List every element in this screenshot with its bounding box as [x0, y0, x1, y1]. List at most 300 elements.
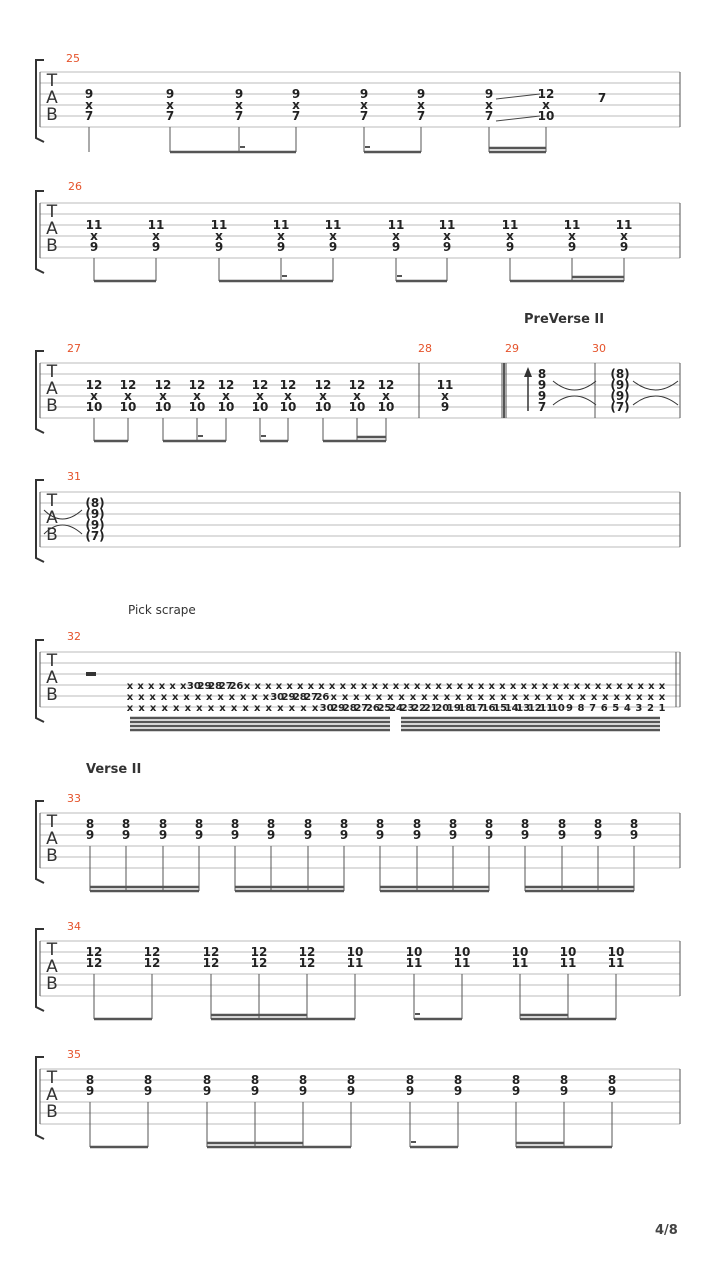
fret-number: 8: [194, 817, 204, 831]
fret-number: 12: [119, 378, 137, 392]
tab-clef-letter: A: [46, 379, 58, 399]
fret-number: 9: [405, 1084, 415, 1098]
scrape-note: 11: [539, 703, 554, 714]
fret-number: 8: [250, 1073, 260, 1087]
scrape-note: x: [409, 692, 417, 703]
tab-clef-letter: B: [46, 974, 58, 994]
scrape-note: x: [398, 692, 405, 703]
scrape-note: 20: [435, 703, 450, 714]
fret-number: x: [152, 229, 160, 243]
scrape-note: x: [375, 692, 383, 703]
fret-number: 11: [563, 218, 581, 232]
scrape-note: x: [194, 692, 202, 703]
fret-number: 8: [448, 817, 458, 831]
dot-beam: [415, 1013, 420, 1015]
fret-number: 8: [346, 1073, 356, 1087]
scrape-note: x: [648, 681, 655, 692]
fret-number: 9: [346, 1084, 356, 1098]
fret-number: 11: [405, 956, 423, 970]
scrape-note: x: [371, 681, 378, 692]
scrape-note: x: [531, 681, 538, 692]
scrape-note: x: [579, 692, 586, 703]
tab-staff: [36, 60, 680, 142]
scrape-note: 28: [292, 692, 307, 703]
fret-number: 9: [484, 828, 494, 842]
fret-number: x: [319, 389, 327, 403]
dot-beam: [282, 275, 287, 277]
scrape-note: x: [149, 692, 156, 703]
fret-number: 9: [303, 828, 313, 842]
tab-clef-letter: A: [46, 219, 58, 239]
scrape-note: x: [242, 703, 249, 714]
fret-number: 10: [217, 400, 235, 414]
scrape-note: x: [432, 692, 439, 703]
tab-clef-letter: A: [46, 1085, 58, 1105]
fret-number: 11: [147, 218, 165, 232]
fret-number: 10: [251, 400, 269, 414]
scrape-note: x: [594, 681, 602, 692]
fret-number: 8: [339, 817, 349, 831]
scrape-note: 24: [389, 703, 403, 714]
scrape-note: 29: [331, 703, 346, 714]
scrape-note: x: [552, 681, 559, 692]
scrape-note: x: [541, 681, 549, 692]
fret-number: x: [292, 98, 300, 112]
scrape-note: x: [573, 681, 581, 692]
scrape-note: x: [520, 681, 527, 692]
fret-number: 10: [537, 109, 555, 123]
fret-number: 7: [416, 109, 426, 123]
tab-clef-letter: B: [46, 1102, 58, 1122]
fret-number: x: [256, 389, 264, 403]
scrape-note: x: [477, 692, 485, 703]
fret-number: 9: [202, 1084, 212, 1098]
scrape-note: 30: [270, 692, 285, 703]
scrape-note: x: [511, 692, 519, 703]
fret-number: 9: [230, 828, 240, 842]
scrape-note: 6: [600, 703, 608, 714]
bar-number: 29: [505, 342, 519, 355]
fret-number: 9: [328, 240, 338, 254]
scrape-note: x: [300, 703, 307, 714]
scrape-note: x: [658, 692, 666, 703]
fret-number: 9: [165, 87, 175, 101]
bar-number: 26: [68, 180, 82, 193]
scrape-note: x: [288, 703, 296, 714]
tab-clef-letter: A: [46, 88, 58, 108]
scrape-note: 9: [565, 703, 573, 714]
dot-beam: [240, 146, 245, 148]
fret-number: 8: [143, 1073, 153, 1087]
scrape-note: 27: [304, 692, 319, 703]
pick-scrape-label: Pick scrape: [128, 603, 196, 617]
tab-clef-letter: T: [46, 940, 58, 960]
fret-number: 7: [359, 109, 369, 123]
scrape-note: x: [499, 681, 506, 692]
scrape-note: x: [403, 681, 410, 692]
scrape-note: x: [341, 692, 349, 703]
slide-line: [496, 116, 540, 121]
scrape-note: 3: [635, 703, 643, 714]
tab-clef-letter: T: [46, 71, 58, 91]
scrape-note: x: [277, 703, 284, 714]
fret-number: x: [222, 389, 230, 403]
scrape-note: x: [330, 692, 337, 703]
scrape-note: 4: [623, 703, 631, 714]
fret-number: 12: [279, 378, 297, 392]
fret-number: 8: [121, 817, 131, 831]
fret-number: x: [235, 98, 243, 112]
fret-number: 8: [85, 1073, 95, 1087]
fret-number: 12: [143, 956, 161, 970]
fret-number: x: [360, 98, 368, 112]
tab-clef-letter: T: [46, 812, 58, 832]
fret-number: 9: [298, 1084, 308, 1098]
scrape-note: x: [658, 681, 666, 692]
scrape-note: x: [556, 692, 564, 703]
fret-number: 9: [537, 389, 547, 403]
scrape-note: x: [149, 703, 157, 714]
fret-number: 7: [84, 109, 94, 123]
scrape-note: x: [126, 681, 134, 692]
fret-number: 8: [593, 817, 603, 831]
dot-beam: [397, 275, 402, 277]
fret-number: 9: [151, 240, 161, 254]
scrape-note: 19: [446, 703, 461, 714]
tab-staff: [36, 1057, 680, 1139]
fret-number: 8: [298, 1073, 308, 1087]
fret-number: 12: [298, 956, 316, 970]
tab-staff: [36, 191, 680, 273]
fret-number: 11: [85, 218, 103, 232]
fret-number: 9: [537, 378, 547, 392]
fret-number: 12: [537, 87, 555, 101]
scrape-note: x: [275, 681, 283, 692]
fret-number: 9: [511, 1084, 521, 1098]
fret-number: 9: [194, 828, 204, 842]
fret-number: 8: [412, 817, 422, 831]
fret-number: (7): [85, 529, 105, 543]
scrape-note: x: [286, 681, 293, 692]
tab-clef-letter: B: [46, 846, 58, 866]
scrape-note: x: [467, 681, 474, 692]
fret-number: 11: [436, 378, 454, 392]
fret-number: 9: [250, 1084, 260, 1098]
scrape-note: 25: [377, 703, 392, 714]
scrape-note: 14: [504, 703, 519, 714]
fret-number: 7: [537, 400, 547, 414]
scrape-note: x: [414, 681, 421, 692]
fret-number: 11: [559, 956, 577, 970]
tab-clef-letter: T: [46, 651, 58, 671]
scrape-note: x: [160, 692, 168, 703]
scrape-note: x: [522, 692, 530, 703]
scrape-note: 27: [218, 681, 233, 692]
fret-number: x: [506, 229, 514, 243]
fret-number: 12: [154, 378, 172, 392]
fret-number: 8: [405, 1073, 415, 1087]
fret-number: x: [353, 389, 361, 403]
fret-number: 9: [453, 1084, 463, 1098]
verse-label: Verse II: [86, 762, 142, 777]
fret-number: 11: [346, 956, 364, 970]
bar-number: 31: [67, 470, 81, 483]
fret-number: 8: [85, 817, 95, 831]
scrape-note: 29: [197, 681, 212, 692]
fret-number: 12: [314, 378, 332, 392]
fret-number: 8: [266, 817, 276, 831]
scrape-note: x: [173, 703, 180, 714]
fret-number: 10: [314, 400, 332, 414]
fret-number: 9: [593, 828, 603, 842]
scrape-note: 22: [412, 703, 427, 714]
fret-number: x: [215, 229, 223, 243]
scrape-note: x: [126, 703, 134, 714]
tab-clef-letter: T: [46, 1068, 58, 1088]
tab-clef-letter: T: [46, 362, 58, 382]
fret-number: x: [90, 389, 98, 403]
scrape-note: 26: [315, 692, 330, 703]
page-number: 4/8: [655, 1223, 678, 1238]
fret-number: 11: [324, 218, 342, 232]
tab-clef-letter: A: [46, 829, 58, 849]
fret-number: 8: [484, 817, 494, 831]
bar-number: 33: [67, 792, 81, 805]
fret-number: 10: [188, 400, 206, 414]
dot-beam: [198, 435, 203, 437]
fret-number: 10: [279, 400, 297, 414]
fret-number: 9: [266, 828, 276, 842]
fret-number: 11: [438, 218, 456, 232]
scrape-note: x: [311, 703, 319, 714]
fret-number: x: [166, 98, 174, 112]
fret-number: x: [124, 389, 132, 403]
fret-number: 9: [158, 828, 168, 842]
tab-staff: [36, 929, 680, 1011]
scrape-note: x: [421, 692, 428, 703]
fret-number: (7): [610, 400, 630, 414]
fret-number: x: [485, 98, 493, 112]
scrape-note: 27: [354, 703, 369, 714]
fret-number: 8: [559, 1073, 569, 1087]
fret-number: 11: [210, 218, 228, 232]
fret-number: (9): [85, 507, 105, 521]
fret-number: 10: [377, 400, 395, 414]
rest-mark: [86, 672, 96, 676]
fret-number: 12: [202, 945, 220, 959]
scrape-note: x: [253, 703, 261, 714]
fret-number: 8: [303, 817, 313, 831]
scrape-note: x: [647, 692, 654, 703]
scrape-note: x: [637, 681, 644, 692]
fret-number: x: [284, 389, 292, 403]
fret-number: 11: [501, 218, 519, 232]
scrape-note: x: [613, 692, 620, 703]
fret-number: 9: [629, 828, 639, 842]
tab-clef-letter: A: [46, 957, 58, 977]
scrape-note: x: [435, 681, 442, 692]
fret-number: 8: [557, 817, 567, 831]
fret-number: 9: [359, 87, 369, 101]
fret-number: 8: [158, 817, 168, 831]
fret-number: 11: [511, 956, 529, 970]
scrape-note: x: [217, 692, 224, 703]
fret-number: 9: [440, 400, 450, 414]
scrape-note: x: [251, 692, 258, 703]
scrape-note: x: [353, 692, 360, 703]
scrape-note: 16: [481, 703, 496, 714]
scrape-note: 28: [208, 681, 223, 692]
scrape-note: x: [350, 681, 357, 692]
scrape-note: x: [360, 681, 368, 692]
fret-number: x: [90, 229, 98, 243]
fret-number: 7: [165, 109, 175, 123]
fret-number: 9: [391, 240, 401, 254]
fret-number: x: [443, 229, 451, 243]
fret-number: 12: [298, 945, 316, 959]
scrape-note: x: [616, 681, 623, 692]
fret-number: x: [329, 229, 337, 243]
scrape-note: x: [477, 681, 485, 692]
fret-number: 12: [251, 378, 269, 392]
dot-beam: [365, 146, 370, 148]
scrape-note: x: [254, 681, 261, 692]
vibrato-curve: [633, 396, 678, 405]
scrape-note: x: [219, 703, 226, 714]
fret-number: 12: [377, 378, 395, 392]
scrape-note: 10: [550, 703, 565, 714]
scrape-note: x: [590, 692, 598, 703]
fret-number: 9: [567, 240, 577, 254]
tab-clef-letter: A: [46, 508, 58, 528]
scrape-note: x: [443, 692, 451, 703]
scrape-note: x: [183, 692, 190, 703]
scrape-note: 1: [658, 703, 666, 714]
scrape-note: x: [364, 692, 371, 703]
scrape-note: x: [636, 692, 643, 703]
scrape-note: x: [534, 692, 541, 703]
scrape-note: x: [243, 681, 251, 692]
fret-number: 9: [416, 87, 426, 101]
fret-number: 12: [143, 945, 161, 959]
fret-number: 7: [291, 109, 301, 123]
scrape-note: x: [228, 692, 236, 703]
fret-number: 9: [339, 828, 349, 842]
fret-number: x: [441, 389, 449, 403]
fret-number: 10: [119, 400, 137, 414]
scrape-note: x: [262, 692, 270, 703]
scrape-note: x: [184, 703, 192, 714]
tab-clef-letter: A: [46, 668, 58, 688]
scrape-note: x: [509, 681, 517, 692]
strum-arrow-head: [524, 367, 532, 377]
fret-number: 10: [348, 400, 366, 414]
fret-number: x: [85, 98, 93, 112]
fret-number: 8: [375, 817, 385, 831]
fret-number: 10: [346, 945, 364, 959]
scrape-note: x: [339, 681, 347, 692]
fret-number: 9: [84, 87, 94, 101]
fret-number: 10: [607, 945, 625, 959]
scrape-note: x: [584, 681, 591, 692]
tab-staff: [36, 480, 680, 562]
scrape-note: x: [138, 692, 145, 703]
fret-number: 9: [89, 240, 99, 254]
fret-number: 9: [448, 828, 458, 842]
fret-number: 8: [537, 367, 547, 381]
tab-clef-letter: B: [46, 685, 58, 705]
scrape-note: 21: [423, 703, 438, 714]
scrape-note: 26: [365, 703, 380, 714]
fret-number: 11: [387, 218, 405, 232]
tab-staff: [36, 801, 680, 883]
fret-number: 12: [188, 378, 206, 392]
fret-number: 7: [234, 109, 244, 123]
fret-number: 8: [607, 1073, 617, 1087]
tab-clef-letter: B: [46, 525, 58, 545]
fret-number: 11: [453, 956, 471, 970]
fret-number: 9: [121, 828, 131, 842]
fret-number: 12: [85, 945, 103, 959]
tab-clef-letter: B: [46, 236, 58, 256]
scrape-note: x: [297, 681, 304, 692]
scrape-note: x: [265, 681, 272, 692]
bar-number: 34: [67, 920, 81, 933]
fret-number: 9: [85, 1084, 95, 1098]
scrape-note: x: [137, 681, 144, 692]
fret-number: 9: [214, 240, 224, 254]
fret-number: 9: [505, 240, 515, 254]
fret-number: x: [193, 389, 201, 403]
fret-number: 11: [272, 218, 290, 232]
scrape-note: 30: [319, 703, 334, 714]
fret-number: 9: [442, 240, 452, 254]
scrape-note: x: [206, 692, 213, 703]
fret-number: 9: [619, 240, 629, 254]
scrape-note: x: [158, 681, 166, 692]
scrape-note: 8: [577, 703, 585, 714]
fret-number: x: [392, 229, 400, 243]
fret-number: (9): [610, 389, 630, 403]
scrape-note: x: [318, 681, 325, 692]
scrape-note: x: [456, 681, 464, 692]
rest-mark: 7: [597, 91, 607, 105]
vibrato-curve: [553, 396, 596, 405]
scrape-note: x: [466, 692, 473, 703]
fret-number: 8: [453, 1073, 463, 1087]
scrape-note: x: [488, 692, 496, 703]
bar-number: 28: [418, 342, 432, 355]
scrape-note: 12: [527, 703, 542, 714]
fret-number: x: [382, 389, 390, 403]
scrape-note: x: [387, 692, 394, 703]
scrape-note: x: [179, 681, 187, 692]
bar-number: 32: [67, 630, 81, 643]
fret-number: (8): [85, 496, 105, 510]
scrape-note: x: [624, 692, 632, 703]
scrape-note: x: [605, 681, 613, 692]
scrape-note: x: [230, 703, 238, 714]
fret-number: 8: [230, 817, 240, 831]
tab-clef-letter: B: [46, 396, 58, 416]
scrape-note: x: [455, 692, 462, 703]
fret-number: 9: [484, 87, 494, 101]
bar-number: 30: [592, 342, 606, 355]
fret-number: 12: [250, 945, 268, 959]
fret-number: 8: [511, 1073, 521, 1087]
scrape-note: 26: [229, 681, 244, 692]
tab-clef-letter: B: [46, 105, 58, 125]
